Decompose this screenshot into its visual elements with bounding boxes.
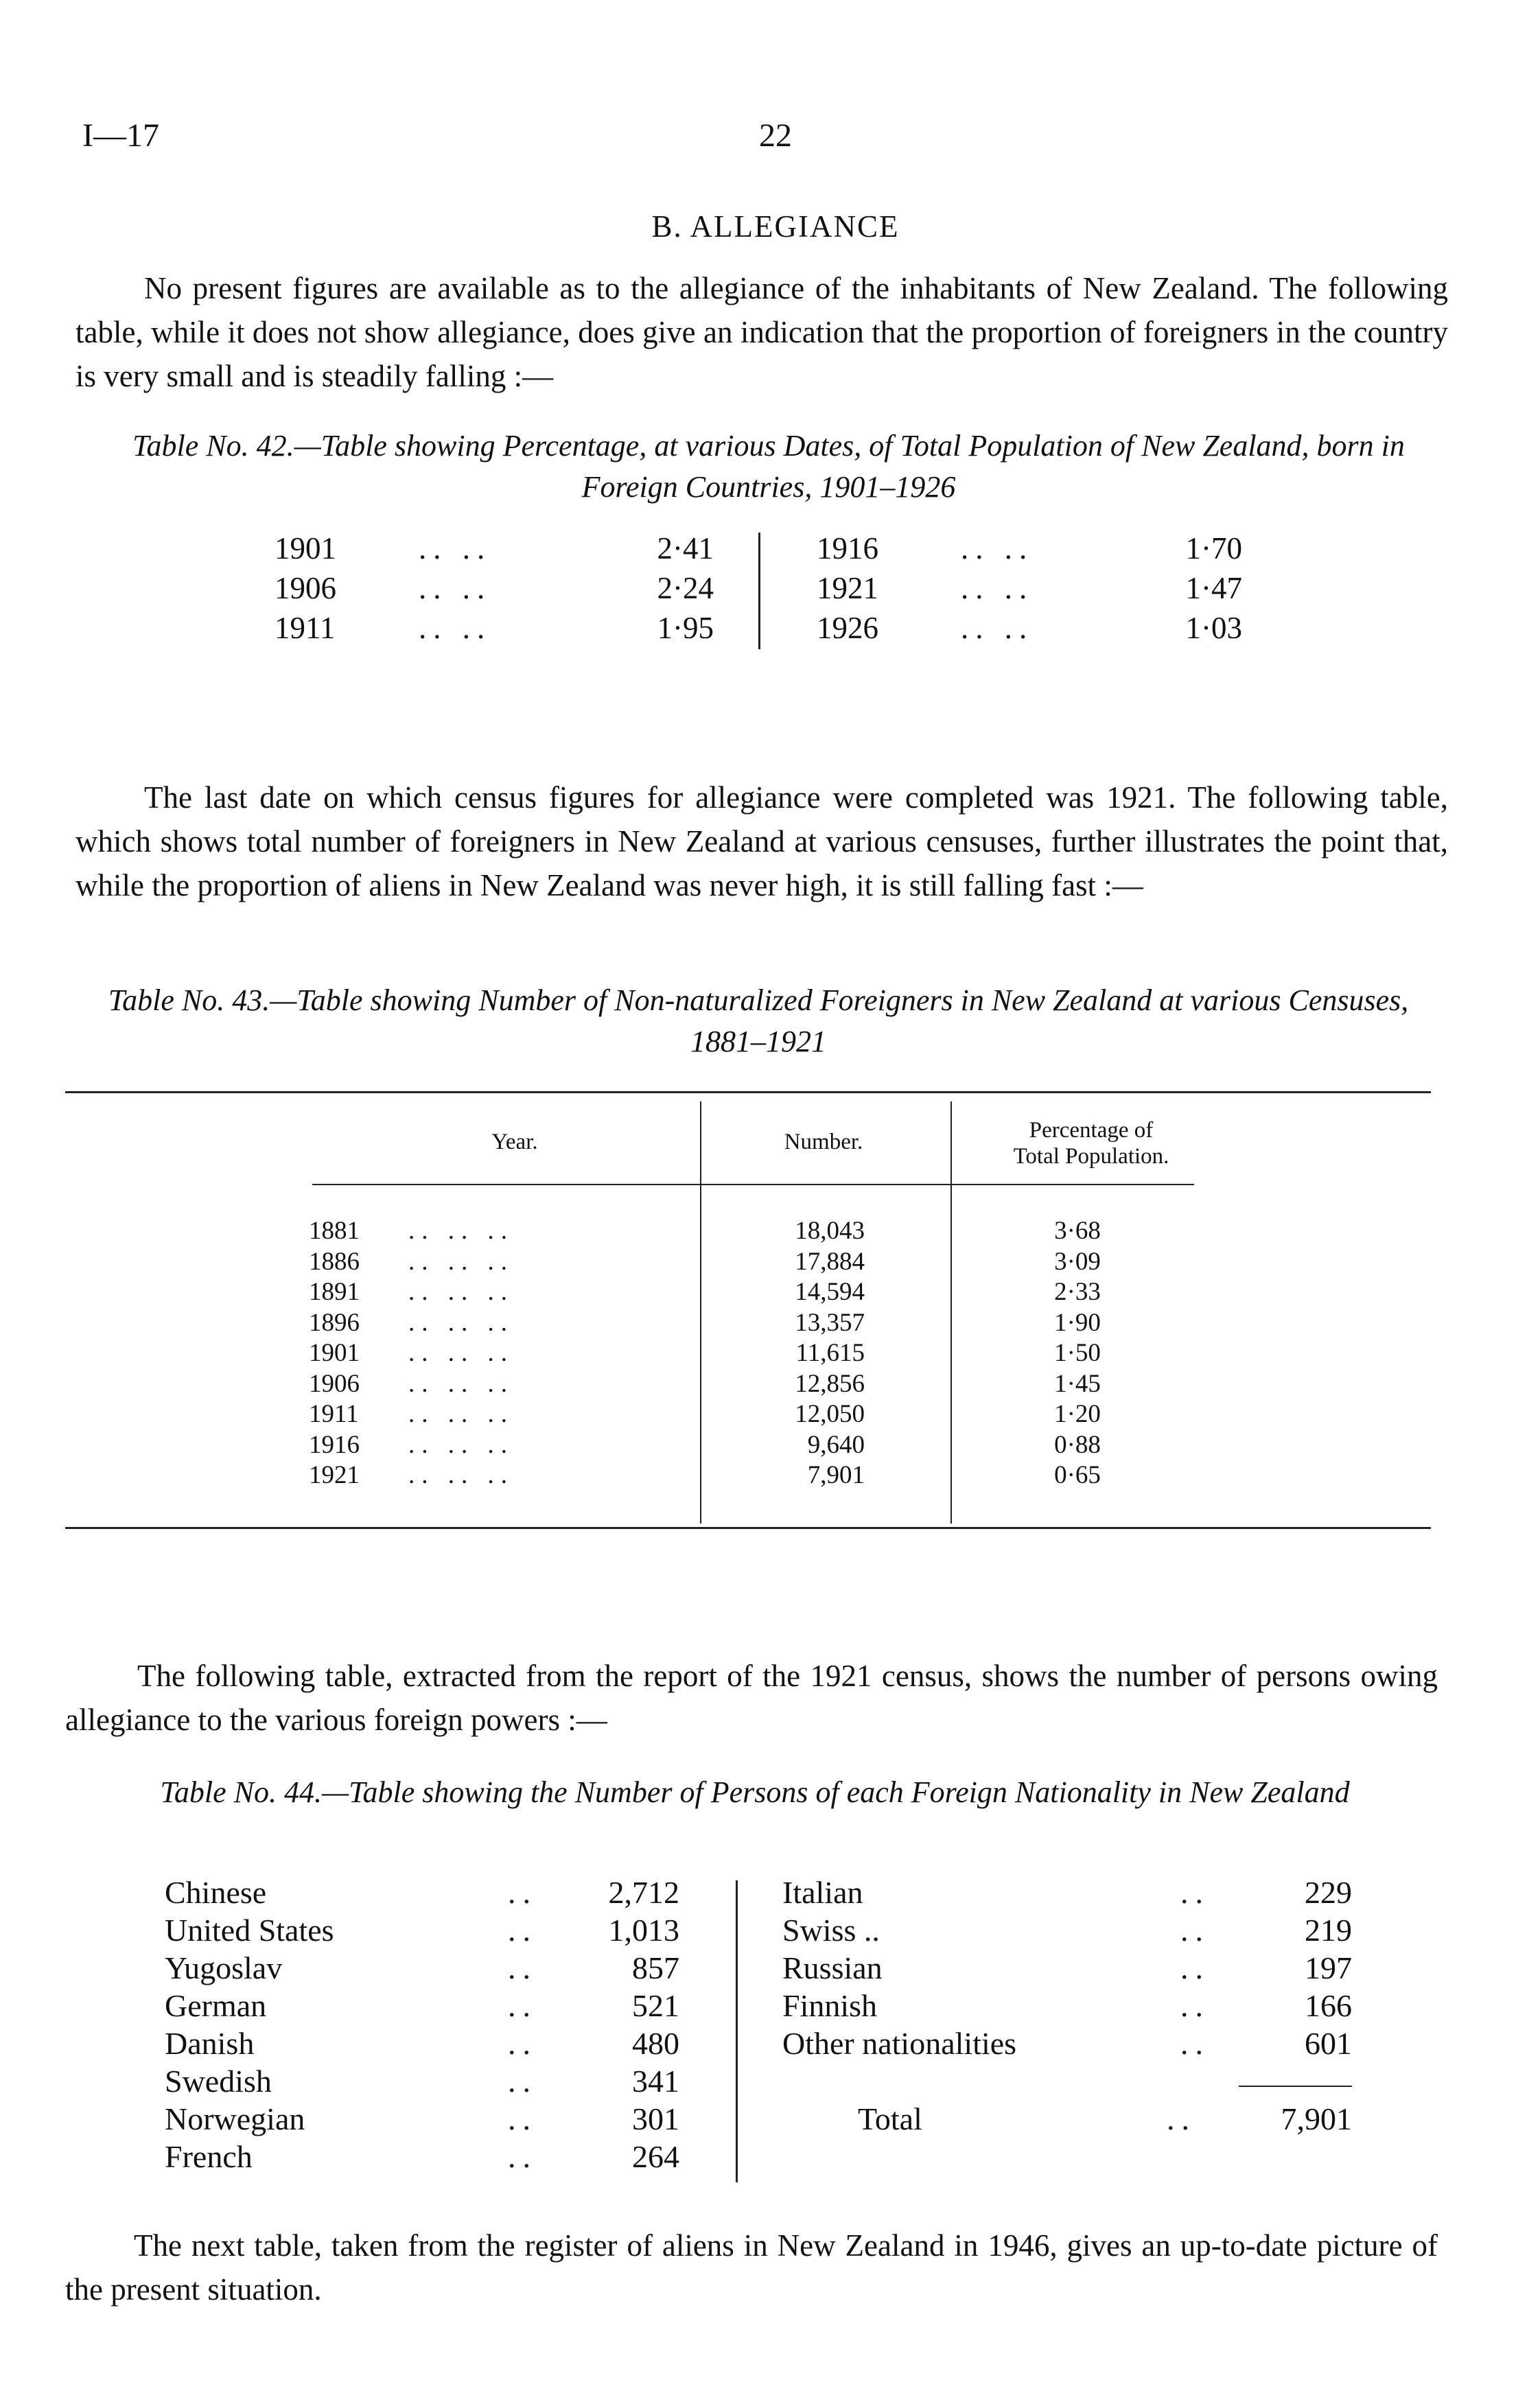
table42-caption: Table No. 42.—Table showing Percentage, at various Dates, of Total Population of New Zealand, born in Foreign Countries, 1901–1926 — [132, 429, 1405, 504]
table42-year: 1906 — [275, 571, 336, 605]
table42-dots: .. .. — [961, 571, 1034, 605]
table42-value: 1·47 — [1185, 571, 1242, 605]
table44-nationality: French — [165, 2139, 253, 2174]
table43-row — [309, 1308, 1201, 1338]
table44-count: 2,712 — [608, 1875, 679, 1910]
table43-percent: 1·45 — [1054, 1369, 1101, 1398]
table42-year: 1901 — [275, 531, 336, 565]
table44-total-value: 7,901 — [1281, 2101, 1352, 2136]
table43-row — [309, 1277, 1201, 1307]
table44-nationality: Danish — [165, 2026, 255, 2061]
table43-dots: .. .. .. — [408, 1308, 514, 1337]
table44-row — [782, 1987, 1352, 2024]
table44-row — [165, 1949, 679, 1987]
table43-row — [309, 1399, 1201, 1429]
table43-number: 18,043 — [795, 1217, 865, 1245]
closing-paragraph: The next table, taken from the register of aliens in New Zealand in 1946, gives an up-to-date picture of the present situation. — [65, 2228, 1438, 2307]
table43-header-rule — [312, 1184, 1194, 1185]
census-paragraph: The last date on which census figures for allegiance were completed was 1921. The following table, which shows total number of foreigners in New Zealand at various censuses, further illustrates the point that, while the proportion of aliens in New Zealand was never high, it is still falling fast :— — [75, 780, 1448, 902]
table43-row — [309, 1369, 1201, 1399]
table44-nationality: Yugoslav — [165, 1950, 283, 1985]
table43-dots: .. .. .. — [408, 1430, 514, 1459]
table44-nationality: Italian — [782, 1875, 863, 1910]
table42-row — [817, 608, 1242, 648]
table43-dots: .. .. .. — [408, 1461, 514, 1489]
table43-year: 1881 — [309, 1217, 360, 1245]
table43-number: 12,856 — [795, 1369, 865, 1398]
table43-dots: .. .. .. — [408, 1217, 514, 1245]
table42-dots: .. .. — [419, 531, 492, 565]
table43-dots: .. .. .. — [408, 1278, 514, 1306]
table44-dots: .. — [1180, 2026, 1210, 2061]
table44-row — [165, 2062, 679, 2100]
table42-year: 1911 — [275, 611, 336, 645]
table42 — [275, 528, 1249, 652]
table42-dots: .. .. — [961, 611, 1034, 645]
table44-caption: Table No. 44.—Table showing the Number of Persons of each Foreign Nationality in New Zealand — [160, 1775, 1350, 1809]
table44-count: 480 — [632, 2026, 679, 2061]
table44-count: 341 — [632, 2064, 679, 2099]
table43-caption: Table No. 43.—Table showing Number of Non-naturalized Foreigners in New Zealand at various Censuses, 1881–1921 — [108, 983, 1409, 1058]
table44-row — [165, 2024, 679, 2062]
table42-year: 1916 — [817, 531, 878, 565]
table44-nationality: Finnish — [782, 1988, 878, 2023]
table44-count: 166 — [1305, 1988, 1352, 2023]
table43-percent: 1·50 — [1054, 1339, 1101, 1367]
table44-count: 301 — [632, 2101, 679, 2136]
table44-dots: .. — [508, 2139, 537, 2174]
table44-row — [165, 1987, 679, 2024]
table44-count: 264 — [632, 2139, 679, 2174]
table44-row — [782, 1949, 1352, 1987]
table42-value: 1·95 — [657, 611, 714, 645]
table44-count: 1,013 — [608, 1913, 679, 1948]
table44-dots: .. — [508, 2026, 537, 2061]
table44-total-dots: .. — [1167, 2101, 1196, 2136]
table43-percent: 2·33 — [1054, 1278, 1101, 1306]
table42-value: 1·70 — [1185, 531, 1242, 565]
table44-count: 197 — [1305, 1950, 1352, 1985]
table44-nationality: Russian — [782, 1950, 883, 1985]
table44-count: 219 — [1305, 1913, 1352, 1948]
table43-year: 1901 — [309, 1339, 360, 1367]
table44-total-rule — [1239, 2086, 1352, 2087]
table43-dots: .. .. .. — [408, 1247, 514, 1276]
table44-row — [165, 2138, 679, 2175]
table44-dots: .. — [508, 2064, 537, 2099]
table44-nationality: German — [165, 1988, 267, 2023]
table42-dots: .. .. — [419, 611, 492, 645]
intro-paragraph: No present figures are available as to the allegiance of the inhabitants of New Zealand. The following table, while it does not show allegiance, does give an indication that the proportion of foreigners in the country is very small and is steadily falling :— — [75, 271, 1448, 393]
table44-dots: .. — [508, 1913, 537, 1948]
table42-value: 2·41 — [657, 531, 714, 565]
table43-year: 1921 — [309, 1461, 360, 1489]
table44-row — [782, 1874, 1352, 1911]
table43-percent: 1·90 — [1054, 1308, 1101, 1337]
table43-dots: .. .. .. — [408, 1339, 514, 1367]
table42-row — [275, 608, 714, 648]
table43-number: 9,640 — [807, 1430, 865, 1459]
table43-number: 11,615 — [795, 1339, 865, 1367]
table43-dots: .. .. .. — [408, 1369, 514, 1398]
table44-dots: .. — [1180, 1875, 1210, 1910]
table43-year: 1911 — [309, 1400, 359, 1428]
table43-row — [309, 1247, 1201, 1277]
table44-nationality: Other nationalities — [782, 2026, 1017, 2061]
table44-divider — [736, 1880, 738, 2182]
table44-row — [782, 2024, 1352, 2062]
table43-header-number: Number. — [784, 1130, 863, 1154]
section-title: B. ALLEGIANCE — [651, 209, 900, 244]
table44-nationality: Swiss .. — [782, 1913, 880, 1948]
table44-row — [165, 1911, 679, 1949]
table43-top-rule — [65, 1091, 1431, 1093]
table43-percent: 1·20 — [1054, 1400, 1101, 1428]
table43-year: 1891 — [309, 1278, 360, 1306]
table43-percent: 0·88 — [1054, 1430, 1101, 1459]
table44-row — [165, 2100, 679, 2138]
table44-nationality: Swedish — [165, 2064, 272, 2099]
table43-year: 1906 — [309, 1369, 360, 1398]
table44-dots: .. — [508, 1950, 537, 1985]
table43-number: 14,594 — [795, 1278, 865, 1306]
table42-divider — [758, 533, 760, 649]
table44-dots: .. — [508, 2101, 537, 2136]
table42-row — [817, 528, 1242, 568]
table42-year: 1926 — [817, 611, 878, 645]
table43-number: 13,357 — [795, 1308, 865, 1337]
table44-dots: .. — [508, 1875, 537, 1910]
table44-total-label: Total — [858, 2101, 922, 2136]
table42-year: 1921 — [817, 571, 878, 605]
table43-year: 1916 — [309, 1430, 360, 1459]
table43-row — [309, 1216, 1201, 1246]
table44-dots: .. — [1180, 1988, 1210, 2023]
table44-row — [782, 1911, 1352, 1949]
table43-number: 12,050 — [795, 1400, 865, 1428]
page-number: 22 — [759, 117, 792, 154]
table42-dots: .. .. — [961, 531, 1034, 565]
table43-number: 7,901 — [807, 1461, 865, 1489]
table44-dots: .. — [1180, 1950, 1210, 1985]
table44-nationality: Chinese — [165, 1875, 267, 1910]
table43-bottom-rule — [65, 1527, 1431, 1529]
table43-row — [309, 1460, 1201, 1491]
document-reference: I—17 — [82, 117, 159, 154]
table43-number: 17,884 — [795, 1247, 865, 1276]
table42-row — [817, 568, 1242, 608]
table44-nationality: Norwegian — [165, 2101, 305, 2136]
table42-row — [275, 568, 714, 608]
table43-row — [309, 1430, 1201, 1460]
table43-header-percent-line2: Total Population. — [1013, 1144, 1169, 1169]
table43-percent: 0·65 — [1054, 1461, 1101, 1489]
table44-dots: .. — [1180, 1913, 1210, 1948]
table43-header-percent-line1: Percentage of — [1029, 1118, 1154, 1143]
table43-dots: .. .. .. — [408, 1400, 514, 1428]
table42-value: 1·03 — [1185, 611, 1242, 645]
table42-dots: .. .. — [419, 571, 492, 605]
table43-percent: 3·68 — [1054, 1217, 1101, 1245]
table43-row — [309, 1338, 1201, 1368]
table44-count: 601 — [1305, 2026, 1352, 2061]
table44-count: 229 — [1305, 1875, 1352, 1910]
table44 — [165, 1874, 1352, 2189]
table44-row — [165, 1874, 679, 1911]
table43-percent: 3·09 — [1054, 1247, 1101, 1276]
table43-year: 1886 — [309, 1247, 360, 1276]
allegiance-paragraph: The following table, extracted from the report of the 1921 census, shows the number of persons owing allegiance to the various foreign powers :— — [65, 1659, 1438, 1737]
table43-year: 1896 — [309, 1308, 360, 1337]
table43-header-year: Year. — [491, 1130, 538, 1154]
table44-dots: .. — [508, 1988, 537, 2023]
table44-count: 857 — [632, 1950, 679, 1985]
table43-header-percent — [954, 1117, 1228, 1169]
table44-nationality: United States — [165, 1913, 334, 1948]
table42-row — [275, 528, 714, 568]
table42-value: 2·24 — [657, 571, 714, 605]
table44-count: 521 — [632, 1988, 679, 2023]
